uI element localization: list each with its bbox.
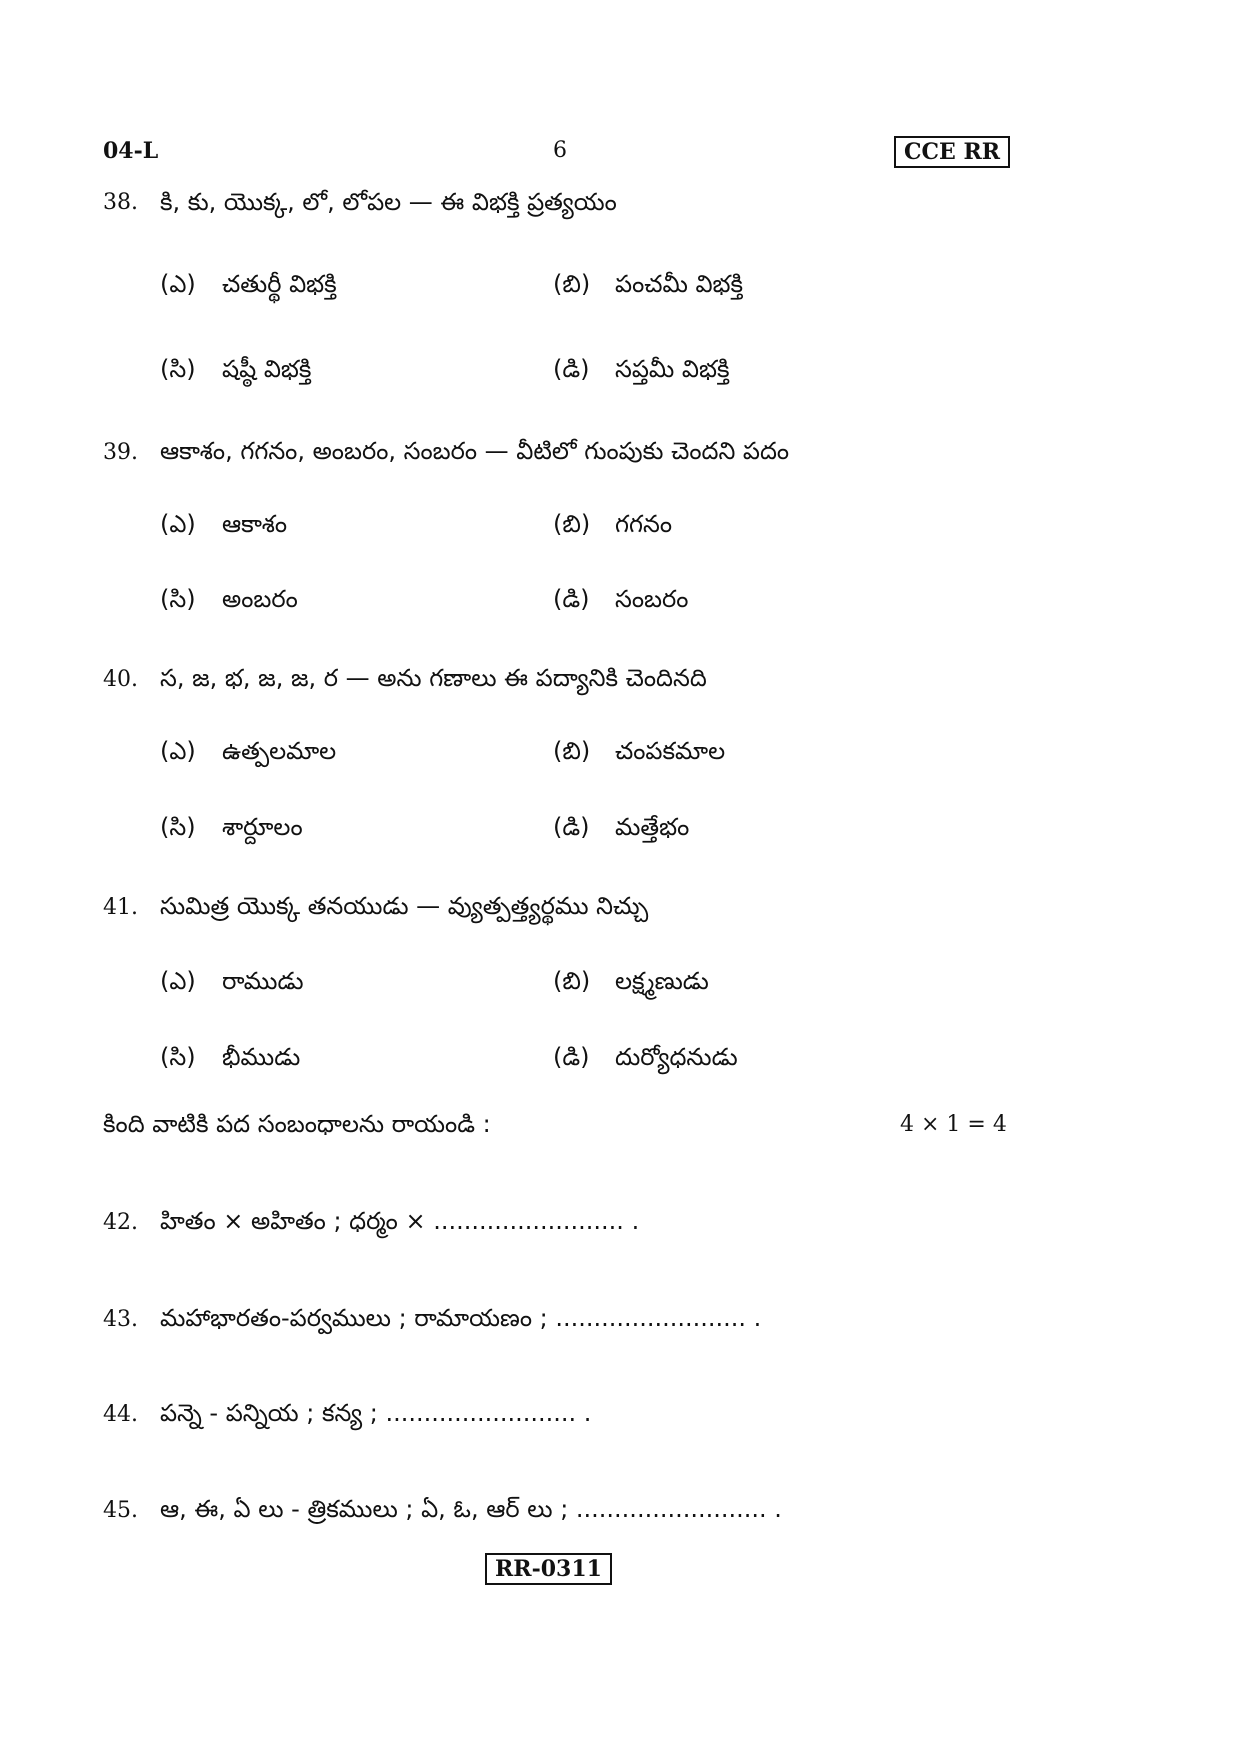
option-a: (ఎ) ఆకాశం — [160, 510, 288, 538]
question-text: సుమిత్ర యొక్క తనయుడు — వ్యుత్పత్త్యర్థము నిచ్చు — [160, 892, 649, 920]
question-number: 42. — [103, 1210, 138, 1235]
question-number: 45. — [103, 1498, 138, 1523]
question-text: స, జ, భ, జ, జ, ర — అను గణాలు ఈ పద్యానికి చెందినది — [160, 664, 707, 692]
question-number: 39. — [103, 440, 138, 465]
option-b: (బి) గగనం — [553, 510, 672, 538]
option-b: (బి) చంపకమాల — [553, 737, 726, 765]
option-d: (డి) మత్తేభం — [553, 813, 690, 841]
question-text: మహాభారతం-పర్వములు ; రామాయణం ; ......................... . — [160, 1304, 762, 1332]
option-d: (డి) సంబరం — [553, 585, 689, 613]
question-number: 41. — [103, 895, 138, 920]
page-number: 6 — [553, 138, 567, 163]
question-text: ఆకాశం, గగనం, అంబరం, సంబరం — వీటిలో గుంపుకు చెందని పదం — [160, 437, 790, 465]
question-text: హితం × అహితం ; ధర్మం × ......................... . — [160, 1207, 640, 1235]
question-text: ఆ, ఈ, ఏ లు - త్రికములు ; ఏ, ఓ, ఆర్ లు ; ......................... . — [160, 1495, 782, 1523]
option-d: (డి) సప్తమీ విభక్తి — [553, 355, 730, 383]
option-b: (బి) లక్ష్మణుడు — [553, 967, 709, 995]
question-number: 43. — [103, 1307, 138, 1332]
option-c: (సి) షష్ఠీ విభక్తి — [160, 355, 312, 383]
option-a: (ఎ) ఉత్పలమాల — [160, 737, 337, 765]
section-marks: 4 × 1 = 4 — [900, 1112, 1007, 1137]
option-b: (బి) పంచమీ విభక్తి — [553, 270, 744, 298]
option-d: (డి) దుర్యోధనుడు — [553, 1043, 738, 1071]
question-number: 38. — [103, 190, 138, 215]
question-text: పన్నె - పన్నియ ; కన్య ; ......................... . — [160, 1399, 592, 1427]
question-number: 40. — [103, 667, 138, 692]
option-a: (ఎ) చతుర్థీ విభక్తి — [160, 270, 337, 298]
question-number: 44. — [103, 1402, 138, 1427]
paper-code: 04-L — [103, 138, 159, 164]
option-c: (సి) అంబరం — [160, 585, 298, 613]
series-badge: CCE RR — [894, 136, 1010, 168]
question-text: కి, కు, యొక్క, లో, లోపల — ఈ విభక్తి ప్రత్యయం — [160, 188, 617, 216]
footer-code: RR-0311 — [485, 1553, 612, 1585]
option-a: (ఎ) రాముడు — [160, 967, 304, 995]
option-c: (సి) శార్దూలం — [160, 813, 303, 841]
option-c: (సి) భీముడు — [160, 1043, 301, 1071]
section-instruction: కింది వాటికి పద సంబంధాలను రాయండి : — [103, 1110, 491, 1138]
